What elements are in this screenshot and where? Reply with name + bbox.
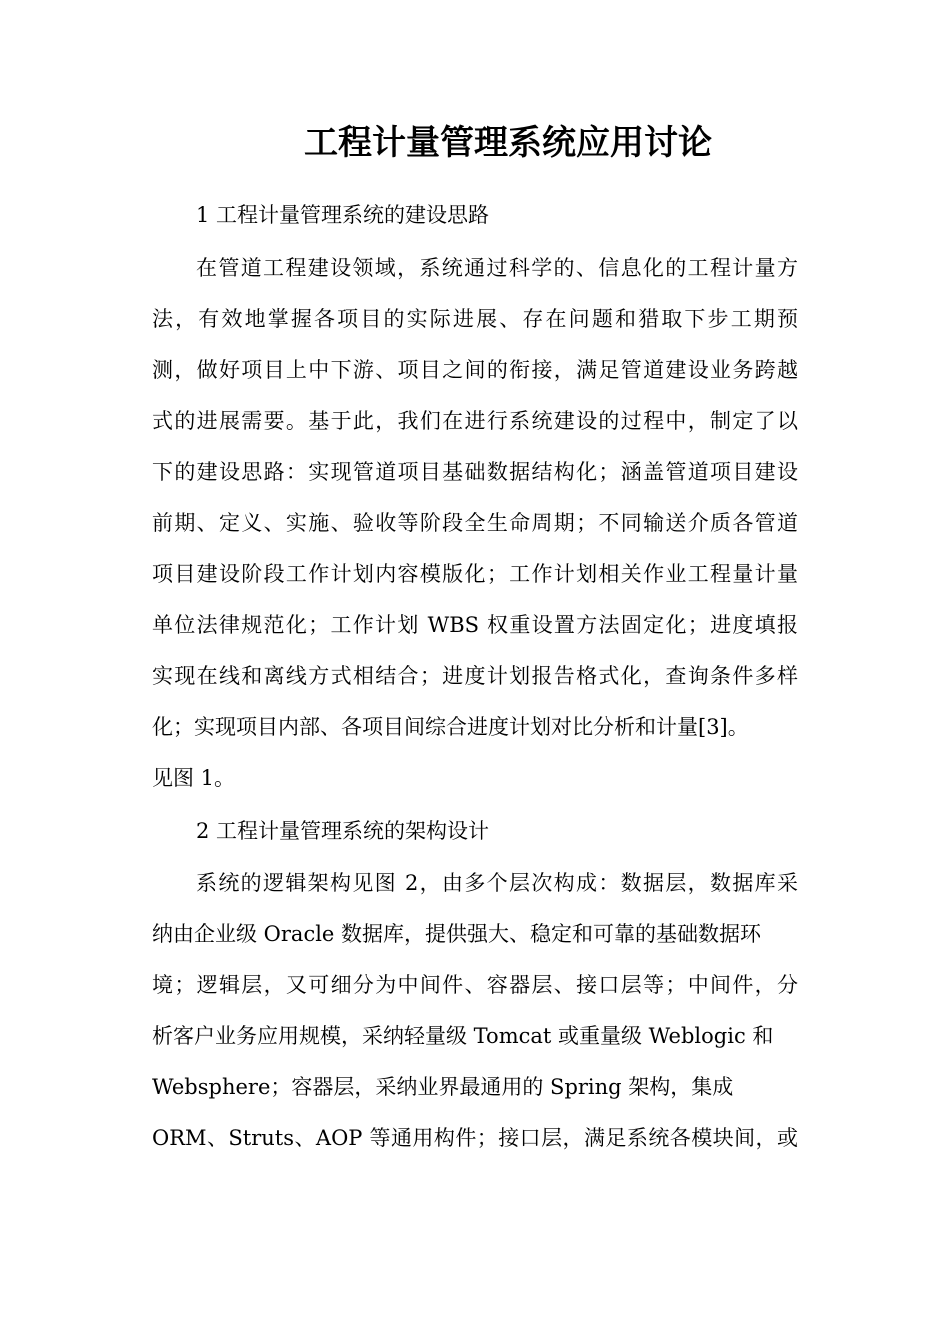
paragraph-line: 下的建设思路：实现管道项目基础数据结构化；涵盖管道项目建设: [152, 460, 798, 484]
paragraph-line: 前期、定义、实施、验收等阶段全生命周期；不同输送介质各管道: [152, 511, 798, 535]
paragraph-line: 析客户业务应用规模，采纳轻量级 Tomcat 或重量级 Weblogic 和: [152, 1024, 774, 1048]
paragraph-line: 纳由企业级 Oracle 数据库，提供强大、稳定和可靠的基础数据环: [152, 922, 762, 946]
paragraph-line: 境；逻辑层，又可细分为中间件、容器层、接口层等；中间件，分: [152, 973, 798, 997]
paragraph-line: 式的进展需要。基于此，我们在进行系统建设的过程中，制定了以: [152, 409, 798, 433]
paragraph-line: 项目建设阶段工作计划内容模版化；工作计划相关作业工程量计量: [152, 562, 798, 586]
paragraph-line: Websphere；容器层，采纳业界最通用的 Spring 架构，集成: [152, 1075, 734, 1099]
paragraph-line: 化；实现项目内部、各项目间综合进度计划对比分析和计量[3]。: [152, 715, 749, 739]
document-title: 工程计量管理系统应用讨论: [304, 123, 712, 163]
paragraph-line: 测，做好项目上中下游、项目之间的衔接，满足管道建设业务跨越: [152, 358, 798, 382]
paragraph-line: 见图 1。: [152, 766, 236, 790]
paragraph-line: 系统的逻辑架构见图 2，由多个层次构成：数据层，数据库采: [196, 871, 798, 895]
paragraph-line: 单位法律规范化；工作计划 WBS 权重设置方法固定化；进度填报: [152, 613, 798, 637]
paragraph-line: ORM、Struts、AOP 等通用构件；接口层，满足系统各模块间，或: [152, 1126, 798, 1150]
section-heading-1: 1 工程计量管理系统的建设思路: [196, 203, 490, 227]
section-heading-2: 2 工程计量管理系统的架构设计: [196, 819, 490, 843]
paragraph-line: 在管道工程建设领域，系统通过科学的、信息化的工程计量方: [196, 256, 798, 280]
paragraph-line: 法，有效地掌握各项目的实际进展、存在问题和猎取下步工期预: [152, 307, 798, 331]
paragraph-line: 实现在线和离线方式相结合；进度计划报告格式化，查询条件多样: [152, 664, 798, 688]
